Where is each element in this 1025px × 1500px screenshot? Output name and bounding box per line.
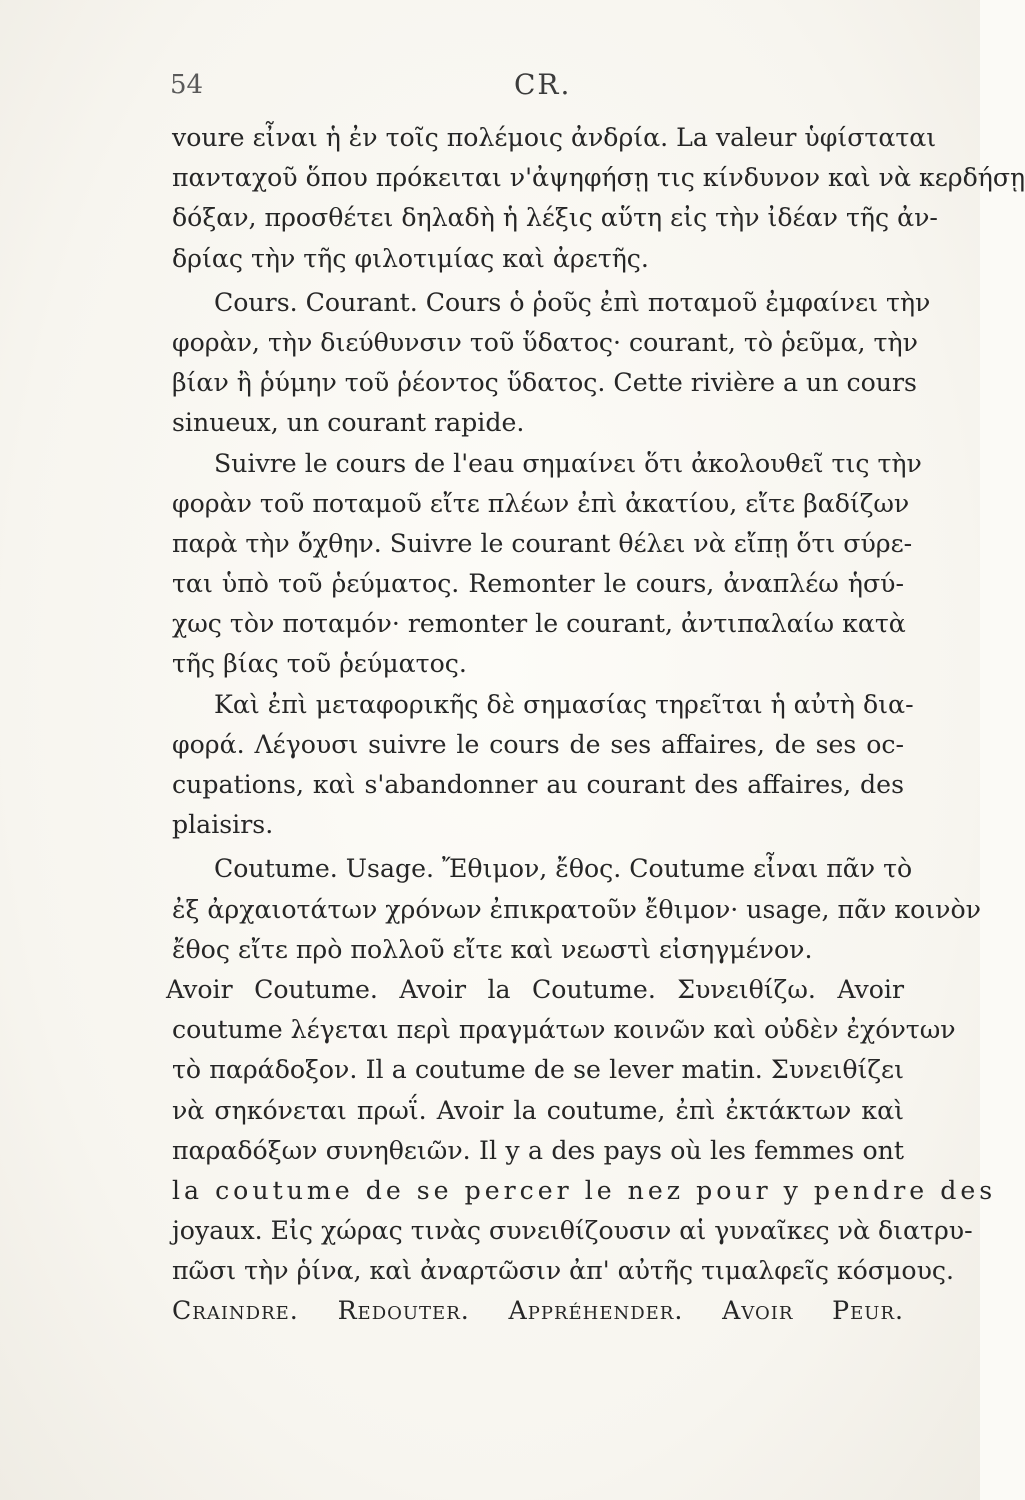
text-line: τὸ παράδοξον. Il a coutume de se lever matin. Συνειθίζει: [172, 1055, 904, 1085]
body-text: [166, 118, 1025, 1332]
text-line: sinueux, un courant rapide.: [172, 408, 525, 438]
text-line: φορὰν, τὴν διεύθυνσιν τοῦ ὕδατος· courant, τὸ ῥεῦμα, τὴν: [172, 327, 918, 357]
text-line: plaisirs.: [172, 810, 274, 840]
text-line: voure εἶναι ἡ ἐν τοῖς πολέμοις ἀνδρία. La valeur ὑφίσταται: [172, 123, 937, 152]
text-line: cupations, καὶ s'abandonner au courant des affaires, des: [172, 770, 904, 799]
text-line: παρὰ τὴν ὄχθην. Suivre le courant θέλει νὰ εἴπῃ ὅτι σύρε-: [172, 528, 913, 558]
text-line: παραδόξων συνηθειῶν. Il y a des pays où les femmes ont: [172, 1135, 904, 1165]
page-number: 54: [170, 70, 204, 100]
text-line: φορὰν τοῦ ποταμοῦ εἴτε πλέων ἐπὶ ἀκατίου, εἴτε βαδίζων: [172, 488, 910, 518]
entry-heading-line: Cours. Courant. Cours ὁ ῥοῦς ἐπὶ ποταμοῦ ἐμφαίνει τὴν: [214, 287, 931, 317]
text-line: ἔθος εἴτε πρὸ πολλοῦ εἴτε καὶ νεωστὶ εἰσηγμένον.: [172, 934, 813, 964]
text-line: πῶσι τὴν ῥίνα, καὶ ἀναρτῶσιν ἀπ' αὐτῆς τιμαλφεῖς κόσμους.: [172, 1256, 954, 1286]
text-line: τῆς βίας τοῦ ῥεύματος.: [172, 649, 467, 679]
running-head: CR.: [514, 68, 572, 101]
text-line: ται ὑπὸ τοῦ ῥεύματος. Remonter le cours, ἀναπλέω ἡσύ-: [172, 569, 904, 599]
text-line: Καὶ ἐπὶ μεταφορικῆς δὲ σημασίας τηρεῖται ἡ αὐτὴ δια-: [214, 689, 914, 719]
text-line: ἐξ ἀρχαιοτάτων χρόνων ἐπικρατοῦν ἔθιμον· usage, πᾶν κοινὸν: [172, 894, 981, 924]
text-line: νὰ σηκόνεται πρωΐ. Avoir la coutume, ἐπὶ ἐκτάκτων καὶ: [172, 1095, 904, 1125]
text-line: δρίας τὴν τῆς φιλοτιμίας καὶ ἀρετῆς.: [172, 243, 649, 273]
text-line: joyaux. Εἰς χώρας τινὰς συνειθίζουσιν αἱ γυναῖκες νὰ διατρυ-: [172, 1216, 973, 1246]
text-line: coutume λέγεται περὶ πραγμάτων κοινῶν καὶ οὐδὲν ἐχόντων: [172, 1015, 956, 1045]
entry-heading-line: Coutume. Usage. Ἔθιμον, ἔθος. Coutume εἶναι πᾶν τὸ: [214, 854, 913, 884]
text-line: πανταχοῦ ὅπου πρόκειται ν'ἀψηφήσῃ τις κίνδυνον καὶ νὰ κερδήσῃ: [172, 163, 1025, 193]
text-line: χως τὸν ποταμόν· remonter le courant, ἀντιπαλαίω κατὰ: [172, 609, 906, 639]
text-line: la coutume de se percer le nez pour y pendre des: [172, 1175, 997, 1205]
text-line: δόξαν, προσθέτει δηλαδὴ ἡ λέξις αὕτη εἰς τὴν ἰδέαν τῆς ἀν-: [172, 203, 938, 233]
entry-heading-line: Craindre. Redouter. Appréhender. Avoir Peur.: [172, 1296, 904, 1326]
text-line: βίαν ἢ ῥύμην τοῦ ῥέοντος ὕδατος. Cette rivière a un cours: [172, 368, 917, 398]
text-line: φορά. Λέγουσι suivre le cours de ses affaires, de ses oc-: [172, 729, 904, 759]
entry-heading-line: Avoir Coutume. Avoir la Coutume. Συνειθίζω. Avoir: [166, 974, 904, 1004]
page-header: [170, 58, 900, 118]
text-line: Suivre le cours de l'eau σημαίνει ὅτι ἀκολουθεῖ τις τὴν: [214, 448, 922, 478]
